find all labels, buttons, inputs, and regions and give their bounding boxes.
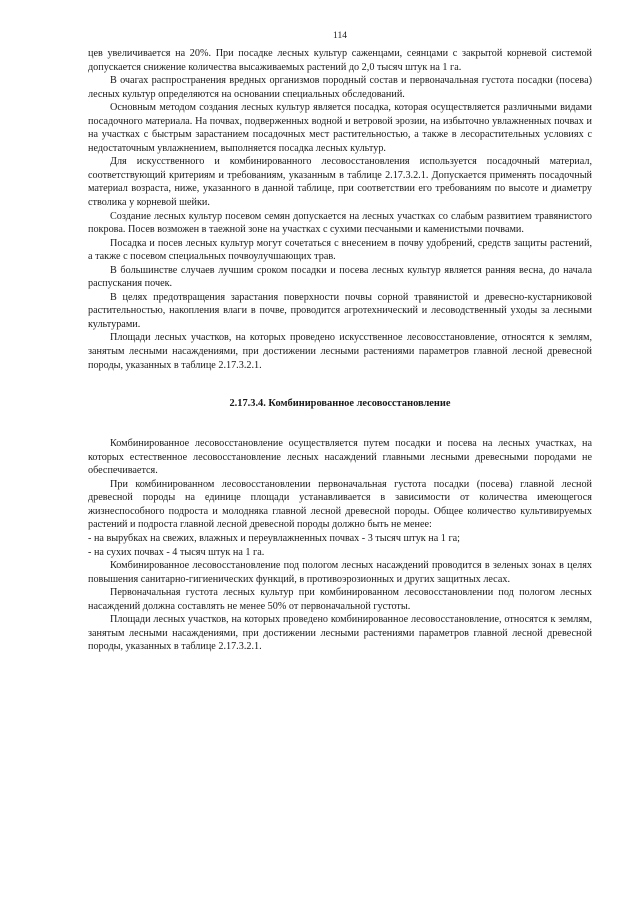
paragraph-planting-time: В большинстве случаев лучшим сроком посадки и посева лесных культур является ранняя весна, до начала распускания почек. bbox=[88, 264, 592, 290]
paragraph-under-canopy: Комбинированное лесовосстановление под пологом лесных насаждений проводится в зеленых зонах в целях повышения санитарно-гигиенических функций, в противоэрозионных и других защитных лесах. bbox=[88, 560, 592, 585]
paragraph-initial-density: Первоначальная густота лесных культур при комбинированном лесовосстановлении под пологом лесных насаждений должна составлять не менее 50% от первоначальной густоты. bbox=[88, 587, 592, 612]
paragraph-continuation: цев увеличивается на 20%. При посадке лесных культур саженцами, сеянцами с закрытой корневой системой допускается снижение количества высаживаемых растений до 2,0 тысяч штук на 1 га. bbox=[88, 48, 592, 73]
paragraph-fertilizers: Посадка и посев лесных культур могут сочетаться с внесением в почву удобрений, средств защиты растений, а также с посевом специальных почвоулучшающих трав. bbox=[88, 237, 592, 263]
paragraph-pest-foci: В очагах распространения вредных организмов породный состав и первоначальная густота посадки (посева) лесных культур определяются на основании специальных обследований. bbox=[88, 75, 592, 100]
paragraph-planting-method: Основным методом создания лесных культур является посадка, которая осуществляется различными видами посадочного материала. На почвах, подверженных водной и ветровой эрозии, на избыточно увлажненных почвах и на участках с быстрым зарастанием посадочных мест растительностью, а также в лесорастительных условиях с недостаточным увлажнением, выполняется посадка лесных культур. bbox=[88, 102, 592, 154]
page-number: 114 bbox=[333, 31, 347, 41]
list-item-dry-soils: - на сухих почвах - 4 тысяч штук на 1 га. bbox=[88, 546, 265, 558]
paragraph-combined-areas: Площади лесных участков, на которых проведено комбинированное лесовосстановление, относятся к землям, занятым лесными насаждениями, при достижении лесными растениями параметров главной лесной древесной породы, указанных в таблице 2.17.3.2.1. bbox=[88, 614, 592, 653]
section-heading: 2.17.3.4. Комбинированное лесовосстановление bbox=[229, 398, 451, 410]
paragraph-planting-material: Для искусственного и комбинированного лесовосстановления используется посадочный материал, соответствующий критериям и требованиям, указанным в таблице 2.17.3.2.1. Допускается применять посадочный материал возраста, ниже, указанного в данной таблице, при соответствии его требованиям по высоте и диаметру стволика у корневой шейки. bbox=[88, 156, 592, 209]
list-item-fresh-soils: - на вырубках на свежих, влажных и переувлажненных почвах - 3 тысяч штук на 1 га; bbox=[88, 532, 460, 544]
paragraph-care: В целях предотвращения зарастания поверхности почвы сорной травянистой и древесно-кустарниковой растительностью, накопления влаги в почве, проводится агротехнический и лесоводственный уходы за лесными культурами. bbox=[88, 291, 592, 330]
paragraph-combined-density: При комбинированном лесовосстановлении первоначальная густота посадки (посева) главной лесной древесной породы на единице площади устанавливается в зависимости от количества имеющегося жизнеспособного подроста и молодняка главной лесной древесной породы. Общее количество культивируемых растений и подроста главной лесной древесной породы должно быть не менее: bbox=[88, 478, 592, 531]
paragraph-artificial-areas: Площади лесных участков, на которых проведено искусственное лесовосстановление, относятся к землям, занятым лесными насаждениями, при достижении лесными растениями параметров главной лесной древесной породы, указанных в таблице 2.17.3.2.1. bbox=[88, 332, 592, 371]
paragraph-combined-definition: Комбинированное лесовосстановление осуществляется путем посадки и посева на лесных участках, на которых естественное лесовосстановление лесных насаждений главными лесными древесными породами не обеспечивается. bbox=[88, 438, 592, 477]
paragraph-sowing: Создание лесных культур посевом семян допускается на лесных участках со слабым развитием травянистого покрова. Посев возможен в таежной зоне на участках с сухими песчаными и каменистыми почвами. bbox=[88, 210, 592, 236]
